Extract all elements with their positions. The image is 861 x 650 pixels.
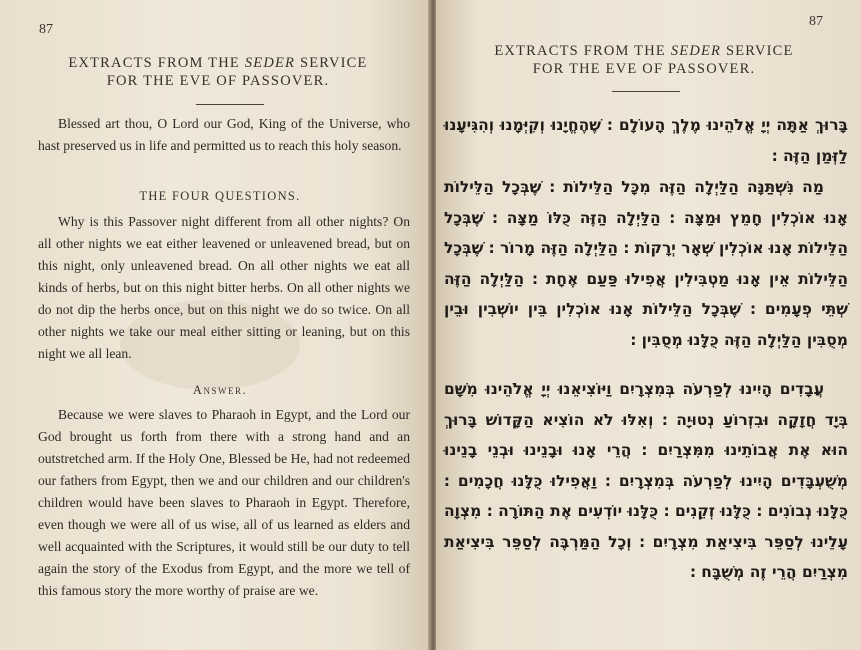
page-title [30, 54, 406, 90]
left-page [0, 0, 430, 650]
blessing-text: Blessed art thou, O Lord our God, King of the Universe, who hast preserved us in life and permitted us to reach this holy season. [38, 116, 410, 153]
hebrew-answer [444, 374, 848, 588]
four-questions-text: Why is this Passover night different from all other nights? On all other nights we eat either leavened or unleavened bread, but on this night, only unleavened bread. On all other nights we eat all kinds of herbs, but on this night bitter herbs. On all other nights we do not dip the herbs once, but on this night we do so twice. On all other nights we take our meal either sitting or leaning, but on this night we all lean. [38, 214, 410, 361]
hebrew-blessing-text: בָּרוּךְ אַתָּה יְיָ אֱלֹהֵינוּ מֶלֶךְ הָעוֹלָם ׃ שֶׁהֶחֱיָנוּ וְקִיְּמָנוּ וְהִגִּיעָנוּ לַזְּמַן הַזֶּה ׃ [444, 116, 848, 165]
title-suffix: SERVICE [299, 55, 368, 71]
page-title [444, 42, 844, 78]
title-emphasis: SEDER [670, 43, 722, 59]
page-number: 87 [39, 22, 53, 37]
answer-paragraph [38, 404, 410, 602]
page-number: 87 [809, 14, 823, 29]
right-page [436, 0, 861, 650]
title-prefix: EXTRACTS FROM THE [68, 55, 240, 71]
title-divider [196, 104, 264, 105]
blessing-paragraph [38, 113, 410, 157]
title-prefix: EXTRACTS FROM THE [494, 43, 666, 59]
hebrew-answer-text: עֲבָדִים הָיִינוּ לְפַרְעֹה בְּמִצְרָיִם וַיּוֹצִיאֵנוּ יְיָ אֱלֹהֵינוּ מִשָּׁם בְּיָד חֲזָקָה וּבִזְרוֹעַ נְטוּיָה ׃ וְאִלּוּ לֹא הוֹצִיא הַקָּדוֹשׁ בָּרוּךְ הוּא אֶת אֲבוֹתֵינוּ מִמִּצְרַיִם ׃ הֲרֵי אָנוּ וּבָנֵינוּ וּבְנֵי בָנֵינוּ מְשֻׁעְבָּדִים הָיִינוּ לְפַרְעֹה בְּמִצְרָיִם ׃ וַאֲפִילוּ כֻּלָּנוּ חֲכָמִים ׃ כֻּלָּנוּ נְבוֹנִים ׃ כֻּלָּנוּ זְקֵנִים ׃ כֻּלָּנוּ יוֹדְעִים אֶת הַתּוֹרָה ׃ מִצְוָה עָלֵינוּ לְסַפֵּר בִּיצִיאַת מִצְרָיִם ׃ וְכָל הַמַּרְבֶּה לְסַפֵּר בִּיצִיאַת מִצְרַיִם הֲרֵי זֶה מְשֻׁבָּח ׃ [444, 380, 848, 581]
title-suffix: SERVICE [725, 43, 794, 59]
title-line-2: FOR THE EVE OF PASSOVER. [106, 73, 330, 89]
hebrew-blessing [444, 110, 848, 171]
answer-heading: Answer. [192, 383, 248, 397]
hebrew-questions [444, 172, 848, 355]
title-line-2: FOR THE EVE OF PASSOVER. [532, 61, 756, 77]
title-divider [612, 91, 680, 92]
answer-text: Because we were slaves to Pharaoh in Egypt, and the Lord our God brought us forth from there with a strong hand and an outstretched arm. If the Holy One, Blessed be He, had not redeemed our fathers from Egypt, then we and our children and our children's children would have been slaves to Pharaoh in Egypt. Therefore, even though we were all of us wise, all of us learned as elders and well acquainted with the Scriptures, it would still be our duty to tell again the story of the Exodus from Egypt, and the more we tell of this famous story the more worthy of praise are we. [38, 407, 410, 598]
four-questions-heading: THE FOUR QUESTIONS. [139, 189, 301, 203]
four-questions-paragraph [38, 211, 410, 365]
title-emphasis: SEDER [244, 55, 296, 71]
hebrew-questions-text: מַה נִּשְׁתַּנָּה הַלַּיְלָה הַזֶּה מִכָּל הַלֵּילוֹת ׃ שֶׁבְּכָל הַלֵּילוֹת אָנוּ אוֹכְלִין חָמֵץ וּמַצָּה ׃ הַלַּיְלָה הַזֶּה כֻּלּוֹ מַצָּה ׃ שֶׁבְּכָל הַלֵּילוֹת אָנוּ אוֹכְלִין שְׁאָר יְרָקוֹת ׃ הַלַּיְלָה הַזֶּה מָרוֹר ׃ שֶׁבְּכָל הַלֵּילוֹת אֵין אָנוּ מַטְבִּילִין אֲפִילוּ פַּעַם אֶחָת ׃ הַלַּיְלָה הַזֶּה שְׁתֵּי פְעָמִים ׃ שֶׁבְּכָל הַלֵּילוֹת אָנוּ אוֹכְלִין בֵּין יוֹשְׁבִין וּבֵין מְסֻבִּין הַלַּיְלָה הַזֶּה כֻּלָּנוּ מְסֻבִּין ׃ [444, 178, 848, 349]
